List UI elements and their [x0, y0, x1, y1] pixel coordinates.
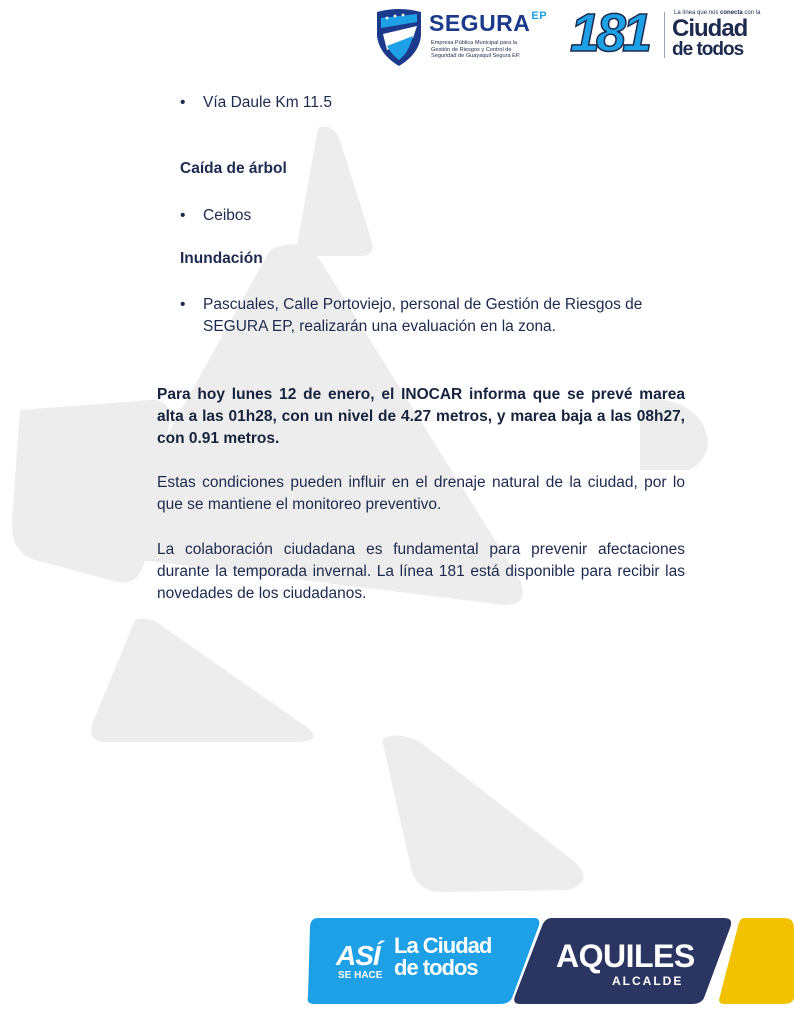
watermark-shape-lower-left	[91, 619, 313, 742]
segura-description: Empresa Pública Municipal para la Gestión de Riesgos y Control de Seguridad de Guayaquil Segura EP.	[431, 40, 521, 60]
footer-banner-aquiles	[512, 914, 794, 1006]
segura-ep-logo	[373, 6, 553, 68]
list-item-text: Pascuales, Calle Portoviejo, personal de Gestión de Riesgos de SEGURA EP, realizarán una evaluación en la zona.	[203, 296, 643, 335]
alcalde-text: ALCALDE	[612, 974, 684, 988]
bullet-icon: •	[180, 296, 186, 313]
heading-caida-arbol: Caída de árbol	[180, 160, 287, 177]
heading-inundacion: Inundación	[180, 250, 263, 267]
paragraph-condiciones: Estas condiciones pueden influir en el drenaje natural de la ciudad, por lo que se mantiene el monitoreo preventivo.	[157, 474, 685, 513]
se-hace-text: SE HACE	[338, 970, 383, 981]
segura-wordmark: $SEGURA^{EP}$	[429, 10, 548, 36]
list-item-text: Vía Daule Km 11.5	[203, 94, 332, 111]
ciudad-wordmark-line1: Ciudad	[672, 15, 748, 42]
asi-text: ASÍ	[336, 940, 380, 971]
shield-icon	[373, 6, 425, 68]
list-item-text: Ceibos	[203, 207, 252, 224]
watermark-shape-top	[298, 127, 373, 257]
la-ciudad-text: La Ciudad	[394, 933, 492, 958]
line-181-logo	[570, 3, 658, 63]
paragraph-marea-inocar: Para hoy lunes 12 de enero, el INOCAR informa que se prevé marea alta a las 01h28, con un nivel de 4.27 metros, y marea baja a las 08h27, con 0.91 metros.	[157, 386, 685, 447]
header-divider	[664, 12, 665, 58]
aquiles-text: AQUILES	[556, 938, 695, 974]
ciudad-tagline: La línea que nos conecta con la	[674, 10, 761, 16]
bullet-icon: •	[180, 207, 186, 224]
watermark-shape-lower-right	[382, 735, 584, 892]
de-todos-text: de todos	[394, 955, 478, 980]
ciudad-de-todos-logo	[672, 8, 768, 62]
footer-banner-asi-se-hace	[306, 914, 544, 1006]
paragraph-colaboracion: La colaboración ciudadana es fundamental para prevenir afectaciones durante la temporada invernal. La línea 181 está disponible para recibir las novedades de los ciudadanos.	[157, 541, 685, 602]
bullet-icon: •	[180, 94, 186, 111]
ciudad-wordmark-line2: de todos	[672, 39, 744, 60]
line-181-number: 181	[570, 3, 649, 63]
